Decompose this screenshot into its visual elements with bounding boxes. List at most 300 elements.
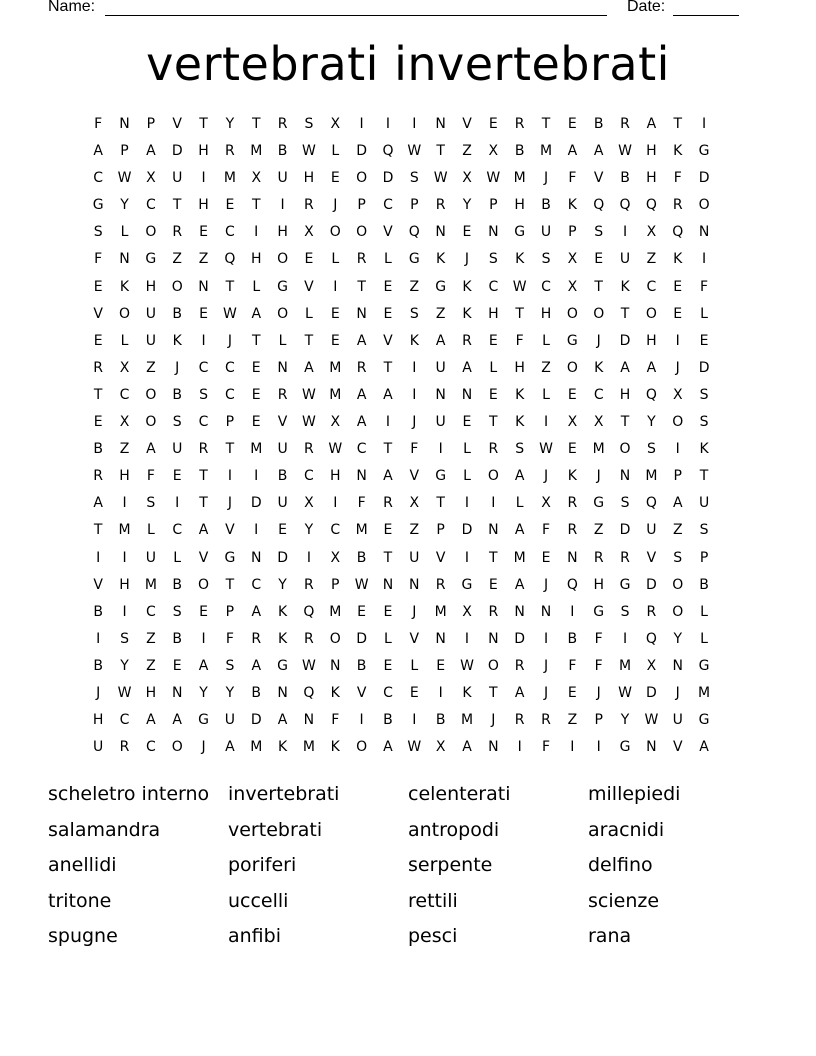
grid-letter: L	[700, 603, 708, 620]
grid-letter: R	[225, 143, 235, 160]
grid-letter: S	[199, 386, 208, 403]
grid-letter: T	[225, 441, 235, 458]
grid-letter: T	[699, 468, 709, 485]
name-label: Name:	[48, 0, 96, 15]
grid-letter: Q	[566, 576, 578, 593]
grid-letter: I	[254, 522, 259, 539]
word-list-item: tritone	[48, 889, 112, 912]
grid-letter: X	[119, 414, 130, 431]
grid-letter: L	[463, 441, 471, 458]
grid-letter: W	[407, 739, 422, 756]
grid-letter: K	[330, 739, 340, 756]
grid-letter: B	[593, 116, 604, 132]
grid-letter: A	[462, 739, 472, 756]
grid-letter: X	[435, 739, 446, 756]
grid-row	[85, 249, 717, 276]
grid-letter: G	[92, 197, 104, 214]
grid-letter: H	[514, 197, 525, 214]
grid-letter: M	[329, 603, 342, 620]
grid-letter: G	[593, 495, 605, 512]
grid-letter: J	[201, 739, 206, 756]
word-list-item: vertebrati	[228, 818, 323, 841]
grid-row	[85, 737, 717, 764]
grid-letter: O	[171, 739, 183, 756]
letter-grid	[85, 114, 717, 764]
grid-letter: J	[412, 603, 417, 620]
grid-letter: S	[146, 495, 156, 512]
grid-letter: C	[225, 224, 235, 241]
grid-letter: X	[409, 495, 420, 512]
grid-letter: X	[251, 170, 262, 187]
grid-letter: C	[541, 278, 551, 295]
grid-letter: H	[198, 143, 209, 160]
grid-letter: K	[172, 332, 182, 349]
grid-letter: Z	[172, 251, 182, 268]
grid-letter: D	[356, 143, 367, 160]
grid-letter: Q	[382, 143, 394, 160]
grid-letter: Z	[435, 305, 446, 322]
grid-letter: A	[356, 332, 367, 349]
grid-letter: D	[356, 630, 367, 647]
grid-letter: E	[383, 522, 393, 539]
grid-letter: A	[251, 603, 262, 620]
grid-letter: A	[277, 712, 288, 729]
grid-letter: Z	[462, 143, 472, 160]
grid-letter: X	[304, 495, 314, 512]
grid-letter: E	[409, 684, 419, 701]
grid-letter: T	[93, 386, 103, 403]
grid-letter: I	[254, 224, 259, 241]
grid-letter: V	[593, 170, 604, 187]
grid-letter: V	[93, 576, 103, 593]
grid-letter: J	[412, 414, 417, 431]
grid-letter: O	[356, 170, 368, 187]
grid-letter: N	[356, 305, 367, 322]
grid-letter: W	[302, 386, 316, 403]
grid-letter: A	[383, 739, 393, 756]
grid-letter: I	[306, 549, 311, 566]
grid-letter: D	[250, 712, 262, 729]
grid-letter: A	[672, 495, 683, 512]
name-line[interactable]	[105, 15, 607, 16]
grid-letter: Y	[199, 684, 208, 701]
grid-letter: E	[541, 549, 551, 566]
grid-letter: T	[172, 197, 182, 214]
grid-letter: J	[596, 468, 601, 485]
grid-letter: N	[435, 630, 446, 647]
grid-letter: F	[94, 116, 103, 132]
grid-letter: E	[251, 386, 261, 403]
word-list-item: uccelli	[228, 889, 289, 912]
grid-letter: L	[252, 278, 261, 295]
grid-letter: L	[120, 224, 129, 241]
grid-letter: K	[620, 278, 630, 295]
grid-letter: G	[619, 576, 631, 593]
grid-letter: T	[199, 116, 208, 132]
worksheet-header	[48, 0, 748, 18]
grid-letter: M	[302, 739, 315, 756]
grid-letter: Z	[567, 712, 578, 729]
grid-letter: I	[570, 739, 575, 756]
grid-letter: R	[304, 441, 314, 458]
grid-letter: Q	[593, 197, 605, 214]
grid-letter: C	[225, 359, 235, 376]
grid-letter: I	[464, 549, 470, 566]
grid-letter: J	[543, 657, 549, 674]
grid-letter: H	[488, 305, 499, 322]
grid-letter: K	[699, 441, 709, 458]
grid-letter: Q	[645, 197, 657, 214]
grid-letter: T	[489, 549, 498, 566]
grid-letter: K	[436, 251, 446, 268]
grid-letter: N	[435, 386, 446, 403]
grid-letter: I	[464, 630, 470, 647]
grid-letter: W	[302, 414, 316, 431]
grid-letter: A	[514, 468, 525, 485]
grid-letter: X	[567, 251, 578, 268]
grid-letter: T	[225, 576, 235, 593]
grid-letter: S	[699, 386, 709, 403]
grid-letter: K	[277, 630, 288, 647]
grid-letter: O	[619, 441, 631, 458]
grid-letter: R	[488, 441, 499, 458]
grid-letter: A	[462, 359, 472, 376]
grid-letter: B	[277, 143, 288, 160]
grid-letter: P	[594, 712, 603, 729]
grid-letter: E	[488, 332, 498, 349]
grid-letter: V	[93, 305, 103, 322]
grid-letter: P	[120, 143, 129, 160]
grid-letter: E	[93, 278, 103, 295]
grid-letter: D	[698, 359, 710, 376]
grid-letter: C	[119, 712, 130, 729]
grid-letter: I	[385, 116, 391, 132]
grid-letter: A	[435, 332, 446, 349]
grid-letter: U	[277, 441, 288, 458]
grid-letter: X	[462, 603, 472, 620]
grid-letter: L	[463, 468, 471, 485]
grid-letter: R	[541, 712, 551, 729]
grid-letter: I	[122, 549, 127, 566]
grid-letter: O	[171, 278, 183, 295]
grid-row	[85, 168, 717, 195]
grid-letter: R	[567, 522, 578, 539]
grid-letter: N	[119, 116, 130, 132]
grid-letter: K	[673, 143, 683, 160]
grid-letter: T	[199, 495, 208, 512]
grid-letter: G	[145, 251, 157, 268]
grid-letter: T	[541, 116, 551, 132]
grid-letter: P	[568, 224, 577, 241]
grid-row	[85, 277, 717, 304]
grid-letter: A	[198, 657, 209, 674]
grid-letter: S	[699, 522, 709, 539]
grid-letter: F	[594, 657, 603, 674]
grid-letter: O	[198, 576, 210, 593]
grid-row	[85, 710, 717, 737]
grid-letter: E	[93, 332, 103, 349]
grid-letter: B	[93, 441, 103, 458]
grid-letter: I	[596, 739, 601, 756]
grid-letter: C	[330, 522, 341, 539]
grid-letter: N	[382, 576, 394, 593]
grid-letter: H	[646, 170, 657, 187]
grid-letter: C	[145, 603, 156, 620]
grid-letter: N	[698, 224, 710, 241]
grid-letter: A	[146, 712, 156, 729]
grid-letter: W	[644, 712, 659, 729]
grid-letter: U	[277, 170, 288, 187]
grid-row	[85, 331, 717, 358]
grid-letter: G	[435, 278, 447, 295]
grid-letter: T	[489, 414, 498, 431]
grid-letter: T	[383, 549, 393, 566]
grid-letter: I	[622, 630, 628, 647]
grid-letter: X	[646, 224, 657, 241]
grid-letter: K	[330, 684, 340, 701]
grid-letter: V	[409, 630, 420, 647]
grid-letter: G	[461, 576, 473, 593]
grid-letter: R	[514, 116, 525, 132]
grid-letter: U	[435, 359, 446, 376]
grid-row	[85, 141, 717, 168]
grid-letter: G	[198, 712, 209, 729]
grid-letter: M	[592, 441, 605, 458]
grid-letter: A	[383, 386, 393, 403]
grid-letter: S	[646, 441, 656, 458]
grid-letter: T	[383, 441, 393, 458]
grid-letter: L	[489, 359, 498, 376]
grid-letter: X	[567, 278, 578, 295]
grid-letter: X	[488, 143, 499, 160]
grid-letter: B	[277, 468, 288, 485]
grid-letter: G	[698, 143, 710, 160]
grid-letter: Z	[409, 522, 420, 539]
grid-letter: W	[512, 278, 527, 295]
grid-letter: L	[173, 549, 182, 566]
grid-letter: C	[145, 197, 156, 214]
grid-letter: P	[410, 197, 419, 214]
grid-letter: V	[646, 549, 657, 566]
grid-letter: D	[646, 684, 657, 701]
grid-letter: K	[567, 197, 577, 214]
grid-letter: E	[567, 116, 577, 132]
grid-letter: R	[356, 359, 367, 376]
grid-letter: N	[461, 386, 473, 403]
grid-letter: D	[619, 332, 631, 349]
grid-row	[85, 385, 717, 412]
grid-letter: M	[355, 522, 368, 539]
grid-letter: D	[619, 522, 631, 539]
grid-letter: L	[542, 332, 550, 349]
grid-letter: K	[462, 305, 472, 322]
grid-letter: U	[145, 332, 156, 349]
grid-letter: O	[277, 305, 289, 322]
grid-letter: X	[646, 657, 657, 674]
grid-letter: Z	[146, 630, 156, 647]
grid-letter: O	[329, 630, 341, 647]
grid-letter: A	[514, 522, 525, 539]
grid-letter: N	[198, 278, 209, 295]
grid-letter: S	[620, 495, 630, 512]
grid-letter: K	[567, 468, 577, 485]
grid-letter: W	[117, 684, 132, 701]
grid-letter: N	[540, 603, 552, 620]
grid-letter: V	[277, 414, 288, 431]
grid-letter: B	[383, 712, 393, 729]
grid-letter: Y	[225, 116, 235, 132]
grid-letter: C	[593, 386, 604, 403]
grid-letter: C	[304, 468, 314, 485]
grid-letter: E	[225, 197, 235, 214]
grid-letter: Q	[645, 495, 657, 512]
grid-letter: Z	[593, 522, 604, 539]
grid-letter: V	[672, 739, 683, 756]
grid-letter: C	[119, 386, 130, 403]
grid-letter: S	[304, 116, 314, 132]
grid-letter: P	[673, 468, 682, 485]
grid-letter: R	[435, 197, 446, 214]
grid-letter: N	[277, 359, 288, 376]
grid-letter: T	[93, 522, 103, 539]
grid-letter: X	[146, 170, 156, 187]
grid-letter: W	[460, 657, 474, 674]
grid-letter: I	[412, 359, 417, 376]
grid-letter: V	[198, 549, 209, 566]
grid-letter: R	[435, 576, 446, 593]
date-label: Date:	[627, 0, 666, 15]
grid-letter: E	[462, 414, 472, 431]
grid-letter: R	[304, 630, 314, 647]
grid-letter: X	[462, 170, 472, 187]
grid-letter: J	[596, 684, 601, 701]
grid-row	[85, 439, 717, 466]
grid-letter: L	[410, 657, 419, 674]
grid-letter: O	[566, 359, 578, 376]
grid-letter: W	[302, 657, 316, 674]
grid-letter: I	[622, 224, 628, 241]
grid-letter: U	[145, 549, 156, 566]
grid-letter: O	[672, 576, 684, 593]
grid-letter: L	[515, 495, 524, 512]
grid-letter: U	[172, 441, 183, 458]
grid-letter: S	[120, 630, 129, 647]
grid-letter: V	[356, 684, 367, 701]
grid-letter: A	[514, 684, 525, 701]
grid-letter: E	[383, 278, 393, 295]
grid-letter: K	[515, 386, 525, 403]
grid-letter: V	[172, 116, 182, 132]
grid-letter: H	[540, 305, 552, 322]
grid-letter: C	[225, 386, 235, 403]
grid-letter: D	[277, 549, 288, 566]
grid-letter: N	[488, 522, 499, 539]
word-list-item: celenterati	[408, 783, 511, 805]
grid-letter: U	[672, 712, 683, 729]
grid-letter: F	[515, 332, 524, 349]
grid-letter: N	[619, 468, 631, 485]
grid-letter: G	[566, 332, 578, 349]
grid-letter: Z	[541, 359, 551, 376]
grid-letter: E	[699, 332, 709, 349]
grid-letter: J	[596, 332, 601, 349]
grid-row	[85, 575, 717, 602]
grid-letter: R	[514, 712, 525, 729]
grid-letter: V	[409, 468, 420, 485]
grid-letter: C	[198, 359, 209, 376]
word-list-item: rana	[588, 925, 632, 948]
grid-letter: R	[172, 224, 183, 241]
grid-letter: I	[280, 197, 285, 214]
grid-row	[85, 520, 717, 547]
grid-letter: E	[673, 278, 683, 295]
grid-letter: F	[541, 522, 551, 539]
grid-letter: N	[435, 116, 446, 132]
grid-letter: E	[172, 657, 182, 674]
grid-letter: T	[251, 197, 261, 214]
grid-letter: F	[146, 468, 155, 485]
grid-letter: K	[462, 278, 472, 295]
grid-letter: D	[698, 170, 710, 187]
grid-letter: X	[330, 116, 341, 132]
grid-letter: O	[356, 739, 368, 756]
grid-letter: C	[646, 278, 657, 295]
grid-row	[85, 602, 717, 629]
grid-letter: Q	[303, 684, 315, 701]
grid-letter: V	[304, 278, 314, 295]
grid-letter: D	[250, 495, 262, 512]
grid-letter: L	[331, 251, 340, 268]
grid-letter: H	[619, 386, 631, 403]
grid-letter: O	[145, 386, 157, 403]
grid-letter: A	[172, 712, 182, 729]
grid-letter: A	[93, 495, 103, 512]
grid-letter: V	[462, 116, 472, 132]
grid-letter: B	[567, 630, 578, 647]
grid-letter: O	[672, 603, 684, 620]
grid-letter: N	[672, 657, 683, 674]
word-list-item: delfino	[588, 854, 653, 877]
grid-letter: E	[199, 305, 208, 322]
grid-letter: E	[436, 657, 446, 674]
grid-letter: O	[672, 414, 684, 431]
grid-letter: B	[514, 143, 525, 160]
grid-letter: F	[410, 441, 419, 458]
date-line[interactable]	[673, 15, 739, 16]
grid-letter: M	[329, 359, 342, 376]
grid-letter: Q	[619, 197, 631, 214]
grid-letter: W	[539, 441, 553, 458]
grid-letter: F	[331, 712, 340, 729]
grid-letter: O	[329, 224, 341, 241]
grid-letter: A	[225, 739, 235, 756]
grid-letter: Y	[647, 414, 656, 431]
grid-letter: S	[541, 251, 551, 268]
grid-letter: Y	[304, 522, 314, 539]
grid-letter: L	[331, 143, 340, 160]
grid-letter: S	[409, 305, 419, 322]
grid-letter: E	[93, 414, 103, 431]
grid-letter: H	[92, 712, 104, 729]
grid-letter: J	[491, 712, 496, 729]
grid-letter: A	[146, 143, 156, 160]
grid-letter: S	[172, 603, 182, 620]
grid-letter: A	[567, 143, 578, 160]
grid-letter: I	[464, 495, 470, 512]
grid-letter: P	[146, 116, 156, 132]
grid-letter: J	[333, 197, 338, 214]
grid-letter: I	[201, 170, 206, 187]
